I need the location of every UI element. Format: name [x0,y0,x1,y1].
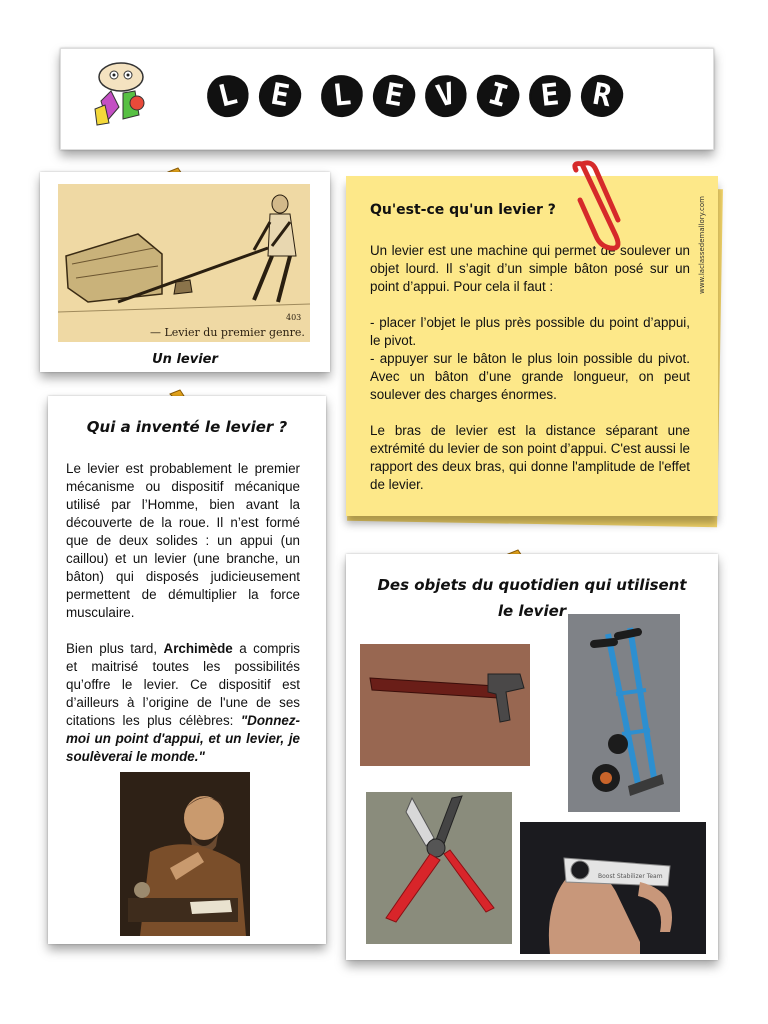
note-body [370,242,690,512]
note-website: www.laclassedemallory.com [698,196,706,294]
title-letter: L [321,75,363,117]
opener-engraving: Boost Stabilizer Team [598,873,663,880]
inventor-text: Bien plus tard, [66,641,164,656]
note-paragraph: - placer l’objet le plus près possible du point d’appui, le pivot. - appuyer sur le bâton le plus loin possible du pivot. Avec un bâton d’une grande longueur, on peut soulever des charges énormes. [370,315,690,402]
lever-caption: Un levier [152,352,218,367]
title-letter: R [580,74,624,118]
title-letter: L [205,73,251,119]
chemistry-mascot-logo [89,57,151,129]
title-letter: V [423,73,469,119]
paperclip-icon [566,160,630,252]
pruning-shears-photo [366,792,512,944]
objects-title-line: Des objets du quotidien qui utilisent [377,576,687,594]
everyday-objects-card [346,554,718,960]
lever-illustration-card [40,172,330,372]
inventor-text: a compris et maitrisé toutes les possibilités qu’offre le levier. Ce dispositif est d’ailleurs à l’origine de l'une de ses citations les plus célèbres: [66,641,301,728]
archimedes-name: Archimède [163,641,233,656]
inventor-card [48,396,326,944]
hammer-photo [360,644,530,766]
lever-engraving-image [58,184,310,342]
bottle-opener-photo [520,822,706,954]
inventor-body [66,460,300,784]
archimedes-quote: "Donnez-moi un point d'appui, et un levier, je soulèverai le monde." [66,713,300,764]
engraving-caption: — Levier du premier genre. [150,326,305,339]
title-letter: I [475,72,522,119]
title-letter: E [372,74,416,118]
engraving-number: 403 [286,313,302,322]
objects-title-line: le levier [497,602,567,620]
note-paragraph: Un levier est une machine qui permet de soulever un objet lourd. Il s’agit d’un simple bâton posé sur un point d’appui. Pour cela il faut : [370,243,690,294]
note-title: Qu'est-ce qu'un levier ? [370,202,556,218]
inventor-title: Qui a inventé le levier ? [86,418,288,436]
inventor-paragraph: Le levier est probablement le premier mécanisme ou dispositif mécanique utilisé par l’Homme, bien avant la découverte de la roue. Il n’est formé que de deux solides : un appui (un caillou) et un levier (une branche, un bâton) qui disposés judicieusement permettent de démultiplier la force musculaire. [66,461,300,620]
hand-truck-photo [568,614,680,812]
title-letter: E [529,75,571,117]
inventor-paragraph-2 [66,640,300,766]
title-banner [60,48,714,150]
note-paragraph: Le bras de levier est la distance séparant une extrémité du levier de son point d’appui. C'est aussi le rapport des deux bras, qui donne l'amplitude de l'effet de levier. [370,423,690,492]
title-word-le [209,77,295,115]
title-letter: E [258,74,302,118]
title-word-levier [323,77,617,115]
sticky-note [346,176,718,516]
archimedes-portrait-image [120,772,250,936]
